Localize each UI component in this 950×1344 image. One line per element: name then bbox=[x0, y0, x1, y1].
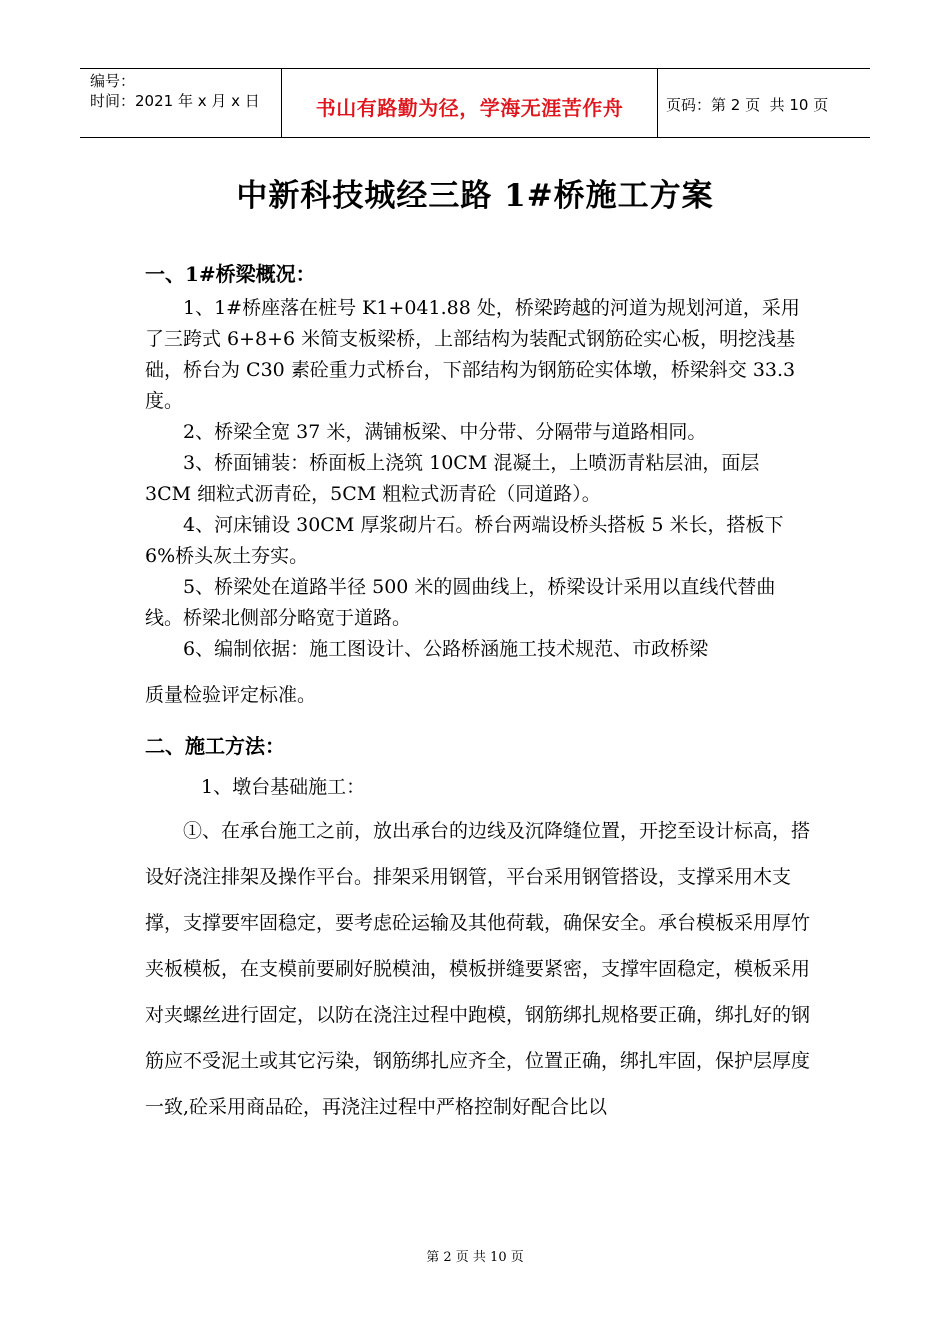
header-motto: 书山有路勤为径，学海无涯苦作舟 bbox=[282, 69, 658, 137]
page-header bbox=[80, 68, 870, 138]
number-label: 编号： bbox=[90, 72, 136, 90]
section-2-heading: 二、施工方法： bbox=[145, 734, 285, 758]
section-1-item-6-cont: 质量检验评定标准。 bbox=[145, 684, 317, 706]
section-2-body: ①、在承台施工之前，放出承台的边线及沉降缝位置，开挖至设计标高，搭设好浇注排架及操作平台。排架采用钢管，平台采用钢管搭设，支撑采用木支撑，支撑要牢固稳定，要考虑砼运输及其他荷载，确保安全。承台模板采用厚竹夹板模板，在支模前要刷好脱模油，模板拼缝要紧密，支撑牢固稳定，模板采用对夹螺丝进行固定，以防在浇注过程中跑模，钢筋绑扎规格要正确，绑扎好的钢筋应不受泥土或其它污染，钢筋绑扎应齐全，位置正确，绑扎牢固，保护层厚度一致,砼采用商品砼，再浇注过程中严格控制好配合比以 bbox=[145, 820, 811, 1118]
page-info-text: 页码：第 2 页 共 10 页 bbox=[666, 95, 829, 114]
section-1-item-4: 4、河床铺设 30CM 厚浆砌片石。桥台两端设桥头搭板 5 米长，搭板下 6%桥头灰土夯实。 bbox=[145, 514, 784, 567]
section-1-item-6: 6、编制依据：施工图设计、公路桥涵施工技术规范、市政桥梁 bbox=[183, 638, 709, 660]
section-1-item-5: 5、桥梁处在道路半径 500 米的圆曲线上，桥梁设计采用以直线代替曲线。桥梁北侧部分略宽于道路。 bbox=[145, 576, 776, 629]
header-meta bbox=[80, 69, 282, 137]
date-label: 时间：2021 年 x 月 x 日 bbox=[90, 92, 260, 110]
header-page-info bbox=[658, 69, 870, 137]
section-1-item-1: 1、1#桥座落在桩号 K1+041.88 处，桥梁跨越的河道为规划河道，采用了三跨式 6+8+6 米简支板梁桥，上部结构为装配式钢筋砼实心板，明挖浅基础，桥台为 C30 素砼重力式桥台，下部结构为钢筋砼实体墩，桥梁斜交 33.3 度。 bbox=[145, 297, 800, 412]
section-2-subheading: 1、墩台基础施工： bbox=[201, 776, 366, 798]
section-1-item-3: 3、桥面铺装：桥面板上浇筑 10CM 混凝土，上喷沥青粘层油，面层 3CM 细粒式沥青砼，5CM 粗粒式沥青砼（同道路）。 bbox=[145, 452, 760, 505]
section-1-item-2: 2、桥梁全宽 37 米，满铺板梁、中分带、分隔带与道路相同。 bbox=[183, 421, 707, 443]
section-1-heading: 一、1#桥梁概况： bbox=[145, 262, 316, 286]
page-footer: 第 2 页 共 10 页 bbox=[426, 1250, 524, 1265]
document-title: 中新科技城经三路 1#桥施工方案 bbox=[236, 178, 714, 214]
